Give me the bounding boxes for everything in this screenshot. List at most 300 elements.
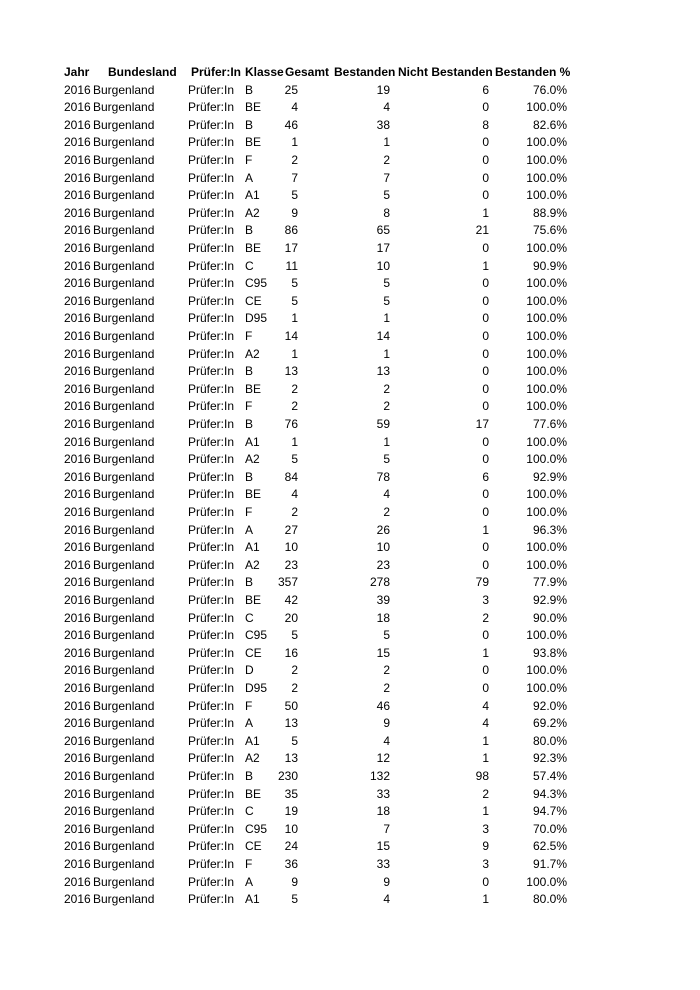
cell-bestanden[interactable]: 8 bbox=[383, 205, 390, 220]
cell-bundesland[interactable]: Burgenland bbox=[93, 592, 155, 607]
cell-bestanden-pct[interactable]: 75.6% bbox=[532, 223, 567, 238]
cell-bestanden[interactable]: 46 bbox=[376, 698, 390, 713]
cell-klasse[interactable]: BE bbox=[245, 240, 262, 255]
cell-gesamt[interactable]: 10 bbox=[284, 540, 298, 555]
cell-gesamt[interactable]: 5 bbox=[291, 733, 298, 748]
cell-nicht-bestanden[interactable]: 0 bbox=[482, 504, 489, 519]
cell-bestanden[interactable]: 17 bbox=[376, 240, 390, 255]
cell-klasse[interactable]: C bbox=[245, 258, 254, 273]
cell-bestanden-pct[interactable]: 100.0% bbox=[526, 311, 567, 326]
cell-bestanden-pct[interactable]: 100.0% bbox=[526, 504, 567, 519]
cell-klasse[interactable]: F bbox=[245, 504, 253, 519]
cell-jahr[interactable]: 2016 bbox=[64, 874, 91, 889]
cell-bestanden-pct[interactable]: 92.3% bbox=[532, 751, 567, 766]
cell-pruefer[interactable]: Prüfer:In bbox=[188, 170, 235, 185]
cell-bestanden-pct[interactable]: 100.0% bbox=[526, 680, 567, 695]
cell-bundesland[interactable]: Burgenland bbox=[93, 540, 155, 555]
cell-jahr[interactable]: 2016 bbox=[64, 135, 91, 150]
cell-bestanden-pct[interactable]: 80.0% bbox=[532, 733, 567, 748]
cell-klasse[interactable]: F bbox=[245, 328, 253, 343]
cell-pruefer[interactable]: Prüfer:In bbox=[188, 117, 235, 132]
cell-klasse[interactable]: BE bbox=[245, 100, 262, 115]
cell-gesamt[interactable]: 1 bbox=[291, 135, 298, 150]
cell-nicht-bestanden[interactable]: 0 bbox=[482, 152, 489, 167]
cell-pruefer[interactable]: Prüfer:In bbox=[188, 504, 235, 519]
cell-jahr[interactable]: 2016 bbox=[64, 610, 91, 625]
cell-klasse[interactable]: CE bbox=[245, 293, 262, 308]
cell-bundesland[interactable]: Burgenland bbox=[93, 205, 155, 220]
cell-bestanden-pct[interactable]: 100.0% bbox=[526, 170, 567, 185]
cell-nicht-bestanden[interactable]: 0 bbox=[482, 680, 489, 695]
cell-bestanden-pct[interactable]: 77.6% bbox=[532, 416, 567, 431]
cell-nicht-bestanden[interactable]: 0 bbox=[482, 293, 489, 308]
cell-bestanden[interactable]: 4 bbox=[383, 100, 390, 115]
cell-gesamt[interactable]: 5 bbox=[291, 892, 298, 907]
cell-bestanden[interactable]: 18 bbox=[376, 610, 390, 625]
cell-klasse[interactable]: D95 bbox=[245, 680, 268, 695]
cell-pruefer[interactable]: Prüfer:In bbox=[188, 188, 235, 203]
header-bundesland[interactable]: Bundesland bbox=[108, 65, 177, 79]
cell-bundesland[interactable]: Burgenland bbox=[93, 645, 155, 660]
cell-bundesland[interactable]: Burgenland bbox=[93, 469, 155, 484]
cell-bestanden-pct[interactable]: 80.0% bbox=[532, 892, 567, 907]
cell-bestanden[interactable]: 12 bbox=[376, 751, 390, 766]
cell-gesamt[interactable]: 50 bbox=[284, 698, 298, 713]
cell-bestanden-pct[interactable]: 100.0% bbox=[526, 276, 567, 291]
cell-nicht-bestanden[interactable]: 1 bbox=[482, 645, 489, 660]
cell-jahr[interactable]: 2016 bbox=[64, 751, 91, 766]
cell-klasse[interactable]: BE bbox=[245, 135, 262, 150]
cell-bestanden[interactable]: 2 bbox=[383, 680, 390, 695]
cell-bundesland[interactable]: Burgenland bbox=[93, 804, 155, 819]
cell-jahr[interactable]: 2016 bbox=[64, 399, 91, 414]
cell-bestanden[interactable]: 78 bbox=[376, 469, 390, 484]
cell-bestanden[interactable]: 4 bbox=[383, 892, 390, 907]
cell-pruefer[interactable]: Prüfer:In bbox=[188, 487, 235, 502]
cell-bestanden[interactable]: 5 bbox=[383, 276, 390, 291]
cell-jahr[interactable]: 2016 bbox=[64, 293, 91, 308]
cell-klasse[interactable]: B bbox=[245, 469, 254, 484]
cell-bestanden-pct[interactable]: 100.0% bbox=[526, 135, 567, 150]
cell-klasse[interactable]: C95 bbox=[245, 821, 268, 836]
cell-bundesland[interactable]: Burgenland bbox=[93, 487, 155, 502]
cell-klasse[interactable]: B bbox=[245, 117, 254, 132]
cell-bestanden[interactable]: 38 bbox=[376, 117, 390, 132]
cell-nicht-bestanden[interactable]: 1 bbox=[482, 205, 489, 220]
cell-bestanden[interactable]: 5 bbox=[383, 293, 390, 308]
cell-pruefer[interactable]: Prüfer:In bbox=[188, 733, 235, 748]
cell-jahr[interactable]: 2016 bbox=[64, 240, 91, 255]
cell-nicht-bestanden[interactable]: 0 bbox=[482, 381, 489, 396]
cell-bestanden-pct[interactable]: 88.9% bbox=[532, 205, 567, 220]
cell-jahr[interactable]: 2016 bbox=[64, 364, 91, 379]
cell-gesamt[interactable]: 16 bbox=[284, 645, 298, 660]
cell-pruefer[interactable]: Prüfer:In bbox=[188, 751, 235, 766]
cell-klasse[interactable]: F bbox=[245, 152, 253, 167]
cell-nicht-bestanden[interactable]: 0 bbox=[482, 399, 489, 414]
cell-pruefer[interactable]: Prüfer:In bbox=[188, 452, 235, 467]
cell-bestanden-pct[interactable]: 100.0% bbox=[526, 188, 567, 203]
cell-klasse[interactable]: F bbox=[245, 856, 253, 871]
cell-bestanden[interactable]: 9 bbox=[383, 716, 390, 731]
cell-jahr[interactable]: 2016 bbox=[64, 346, 91, 361]
cell-gesamt[interactable]: 9 bbox=[291, 874, 298, 889]
cell-jahr[interactable]: 2016 bbox=[64, 276, 91, 291]
cell-klasse[interactable]: BE bbox=[245, 381, 262, 396]
cell-bestanden[interactable]: 1 bbox=[383, 311, 390, 326]
cell-gesamt[interactable]: 5 bbox=[291, 276, 298, 291]
cell-bestanden-pct[interactable]: 100.0% bbox=[526, 328, 567, 343]
cell-nicht-bestanden[interactable]: 1 bbox=[482, 733, 489, 748]
cell-gesamt[interactable]: 27 bbox=[284, 522, 298, 537]
cell-bestanden[interactable]: 10 bbox=[376, 258, 390, 273]
cell-nicht-bestanden[interactable]: 2 bbox=[482, 610, 489, 625]
cell-nicht-bestanden[interactable]: 0 bbox=[482, 663, 489, 678]
cell-klasse[interactable]: B bbox=[245, 82, 254, 97]
cell-pruefer[interactable]: Prüfer:In bbox=[188, 610, 235, 625]
cell-bestanden-pct[interactable]: 100.0% bbox=[526, 628, 567, 643]
cell-bundesland[interactable]: Burgenland bbox=[93, 733, 155, 748]
cell-bestanden[interactable]: 2 bbox=[383, 152, 390, 167]
cell-klasse[interactable]: A1 bbox=[245, 540, 260, 555]
cell-klasse[interactable]: BE bbox=[245, 592, 262, 607]
cell-bestanden-pct[interactable]: 77.9% bbox=[532, 575, 567, 590]
cell-bestanden-pct[interactable]: 82.6% bbox=[532, 117, 567, 132]
cell-nicht-bestanden[interactable]: 1 bbox=[482, 522, 489, 537]
cell-bundesland[interactable]: Burgenland bbox=[93, 100, 155, 115]
cell-bundesland[interactable]: Burgenland bbox=[93, 240, 155, 255]
cell-klasse[interactable]: D95 bbox=[245, 311, 268, 326]
cell-pruefer[interactable]: Prüfer:In bbox=[188, 82, 235, 97]
cell-bestanden-pct[interactable]: 96.3% bbox=[532, 522, 567, 537]
cell-bundesland[interactable]: Burgenland bbox=[93, 610, 155, 625]
cell-pruefer[interactable]: Prüfer:In bbox=[188, 416, 235, 431]
cell-bestanden[interactable]: 15 bbox=[376, 645, 390, 660]
cell-gesamt[interactable]: 7 bbox=[291, 170, 298, 185]
cell-jahr[interactable]: 2016 bbox=[64, 311, 91, 326]
cell-nicht-bestanden[interactable]: 6 bbox=[482, 82, 489, 97]
cell-pruefer[interactable]: Prüfer:In bbox=[188, 645, 235, 660]
cell-jahr[interactable]: 2016 bbox=[64, 839, 91, 854]
cell-pruefer[interactable]: Prüfer:In bbox=[188, 786, 235, 801]
cell-bundesland[interactable]: Burgenland bbox=[93, 434, 155, 449]
cell-bestanden-pct[interactable]: 100.0% bbox=[526, 152, 567, 167]
cell-bestanden-pct[interactable]: 94.7% bbox=[532, 804, 567, 819]
cell-gesamt[interactable]: 10 bbox=[284, 821, 298, 836]
cell-jahr[interactable]: 2016 bbox=[64, 557, 91, 572]
cell-jahr[interactable]: 2016 bbox=[64, 258, 91, 273]
cell-bestanden-pct[interactable]: 57.4% bbox=[532, 768, 567, 783]
cell-nicht-bestanden[interactable]: 0 bbox=[482, 628, 489, 643]
cell-gesamt[interactable]: 1 bbox=[291, 434, 298, 449]
cell-klasse[interactable]: B bbox=[245, 364, 254, 379]
cell-bestanden[interactable]: 15 bbox=[376, 839, 390, 854]
cell-jahr[interactable]: 2016 bbox=[64, 856, 91, 871]
cell-pruefer[interactable]: Prüfer:In bbox=[188, 293, 235, 308]
cell-bestanden-pct[interactable]: 91.7% bbox=[532, 856, 567, 871]
cell-bestanden[interactable]: 2 bbox=[383, 381, 390, 396]
cell-bundesland[interactable]: Burgenland bbox=[93, 856, 155, 871]
cell-bestanden[interactable]: 7 bbox=[383, 821, 390, 836]
cell-pruefer[interactable]: Prüfer:In bbox=[188, 240, 235, 255]
cell-nicht-bestanden[interactable]: 17 bbox=[475, 416, 489, 431]
cell-klasse[interactable]: A bbox=[245, 716, 254, 731]
cell-nicht-bestanden[interactable]: 6 bbox=[482, 469, 489, 484]
cell-pruefer[interactable]: Prüfer:In bbox=[188, 223, 235, 238]
cell-gesamt[interactable]: 2 bbox=[291, 399, 298, 414]
cell-jahr[interactable]: 2016 bbox=[64, 821, 91, 836]
cell-gesamt[interactable]: 4 bbox=[291, 487, 298, 502]
cell-bundesland[interactable]: Burgenland bbox=[93, 364, 155, 379]
cell-klasse[interactable]: C95 bbox=[245, 628, 268, 643]
cell-klasse[interactable]: A2 bbox=[245, 205, 260, 220]
cell-gesamt[interactable]: 5 bbox=[291, 452, 298, 467]
cell-nicht-bestanden[interactable]: 21 bbox=[475, 223, 489, 238]
cell-klasse[interactable]: B bbox=[245, 768, 254, 783]
cell-nicht-bestanden[interactable]: 8 bbox=[482, 117, 489, 132]
cell-bundesland[interactable]: Burgenland bbox=[93, 557, 155, 572]
cell-bestanden[interactable]: 1 bbox=[383, 346, 390, 361]
cell-bestanden[interactable]: 9 bbox=[383, 874, 390, 889]
cell-bundesland[interactable]: Burgenland bbox=[93, 575, 155, 590]
cell-jahr[interactable]: 2016 bbox=[64, 381, 91, 396]
cell-pruefer[interactable]: Prüfer:In bbox=[188, 628, 235, 643]
cell-bestanden-pct[interactable]: 76.0% bbox=[532, 82, 567, 97]
cell-nicht-bestanden[interactable]: 0 bbox=[482, 170, 489, 185]
cell-bestanden[interactable]: 1 bbox=[383, 135, 390, 150]
cell-jahr[interactable]: 2016 bbox=[64, 645, 91, 660]
cell-bundesland[interactable]: Burgenland bbox=[93, 399, 155, 414]
cell-nicht-bestanden[interactable]: 1 bbox=[482, 258, 489, 273]
cell-bundesland[interactable]: Burgenland bbox=[93, 223, 155, 238]
cell-bundesland[interactable]: Burgenland bbox=[93, 117, 155, 132]
cell-jahr[interactable]: 2016 bbox=[64, 716, 91, 731]
cell-bestanden-pct[interactable]: 100.0% bbox=[526, 874, 567, 889]
cell-klasse[interactable]: C bbox=[245, 610, 254, 625]
cell-bestanden[interactable]: 1 bbox=[383, 434, 390, 449]
cell-bundesland[interactable]: Burgenland bbox=[93, 135, 155, 150]
cell-bestanden-pct[interactable]: 100.0% bbox=[526, 100, 567, 115]
cell-bestanden-pct[interactable]: 100.0% bbox=[526, 381, 567, 396]
cell-pruefer[interactable]: Prüfer:In bbox=[188, 522, 235, 537]
cell-bestanden[interactable]: 2 bbox=[383, 399, 390, 414]
cell-bestanden[interactable]: 39 bbox=[376, 592, 390, 607]
cell-pruefer[interactable]: Prüfer:In bbox=[188, 205, 235, 220]
cell-nicht-bestanden[interactable]: 0 bbox=[482, 874, 489, 889]
cell-klasse[interactable]: A2 bbox=[245, 346, 260, 361]
cell-nicht-bestanden[interactable]: 0 bbox=[482, 311, 489, 326]
cell-pruefer[interactable]: Prüfer:In bbox=[188, 874, 235, 889]
cell-gesamt[interactable]: 36 bbox=[284, 856, 298, 871]
cell-bundesland[interactable]: Burgenland bbox=[93, 751, 155, 766]
cell-jahr[interactable]: 2016 bbox=[64, 592, 91, 607]
cell-bundesland[interactable]: Burgenland bbox=[93, 892, 155, 907]
cell-klasse[interactable]: A2 bbox=[245, 557, 260, 572]
cell-pruefer[interactable]: Prüfer:In bbox=[188, 364, 235, 379]
cell-bestanden[interactable]: 33 bbox=[376, 856, 390, 871]
cell-gesamt[interactable]: 5 bbox=[291, 188, 298, 203]
cell-bestanden-pct[interactable]: 92.9% bbox=[532, 592, 567, 607]
cell-nicht-bestanden[interactable]: 0 bbox=[482, 434, 489, 449]
cell-bundesland[interactable]: Burgenland bbox=[93, 276, 155, 291]
header-pruefer[interactable]: Prüfer:In bbox=[191, 65, 242, 79]
cell-bestanden[interactable]: 5 bbox=[383, 628, 390, 643]
cell-bestanden-pct[interactable]: 70.0% bbox=[532, 821, 567, 836]
cell-nicht-bestanden[interactable]: 0 bbox=[482, 188, 489, 203]
cell-bundesland[interactable]: Burgenland bbox=[93, 258, 155, 273]
cell-bestanden-pct[interactable]: 100.0% bbox=[526, 434, 567, 449]
cell-klasse[interactable]: B bbox=[245, 223, 254, 238]
cell-bestanden[interactable]: 26 bbox=[376, 522, 390, 537]
cell-gesamt[interactable]: 23 bbox=[284, 557, 298, 572]
cell-klasse[interactable]: CE bbox=[245, 839, 262, 854]
cell-pruefer[interactable]: Prüfer:In bbox=[188, 381, 235, 396]
cell-nicht-bestanden[interactable]: 3 bbox=[482, 856, 489, 871]
cell-pruefer[interactable]: Prüfer:In bbox=[188, 698, 235, 713]
cell-bundesland[interactable]: Burgenland bbox=[93, 452, 155, 467]
header-bestanden-pct[interactable]: Bestanden % bbox=[495, 65, 571, 79]
cell-bestanden-pct[interactable]: 90.0% bbox=[532, 610, 567, 625]
cell-bestanden-pct[interactable]: 92.0% bbox=[532, 698, 567, 713]
cell-bestanden-pct[interactable]: 93.8% bbox=[532, 645, 567, 660]
cell-jahr[interactable]: 2016 bbox=[64, 892, 91, 907]
cell-gesamt[interactable]: 2 bbox=[291, 663, 298, 678]
cell-klasse[interactable]: A2 bbox=[245, 751, 260, 766]
cell-gesamt[interactable]: 13 bbox=[284, 364, 298, 379]
cell-nicht-bestanden[interactable]: 3 bbox=[482, 592, 489, 607]
cell-bestanden[interactable]: 2 bbox=[383, 504, 390, 519]
cell-bundesland[interactable]: Burgenland bbox=[93, 328, 155, 343]
cell-gesamt[interactable]: 9 bbox=[291, 205, 298, 220]
cell-bestanden[interactable]: 4 bbox=[383, 733, 390, 748]
cell-bundesland[interactable]: Burgenland bbox=[93, 381, 155, 396]
cell-bestanden-pct[interactable]: 100.0% bbox=[526, 346, 567, 361]
cell-pruefer[interactable]: Prüfer:In bbox=[188, 821, 235, 836]
cell-gesamt[interactable]: 19 bbox=[284, 804, 298, 819]
cell-jahr[interactable]: 2016 bbox=[64, 786, 91, 801]
cell-nicht-bestanden[interactable]: 0 bbox=[482, 328, 489, 343]
cell-bestanden[interactable]: 7 bbox=[383, 170, 390, 185]
cell-klasse[interactable]: A bbox=[245, 874, 254, 889]
cell-klasse[interactable]: A2 bbox=[245, 452, 260, 467]
cell-klasse[interactable]: C95 bbox=[245, 276, 268, 291]
cell-bestanden-pct[interactable]: 90.9% bbox=[532, 258, 567, 273]
cell-bundesland[interactable]: Burgenland bbox=[93, 152, 155, 167]
cell-nicht-bestanden[interactable]: 79 bbox=[475, 575, 489, 590]
cell-bestanden-pct[interactable]: 69.2% bbox=[532, 716, 567, 731]
header-gesamt[interactable]: Gesamt bbox=[285, 65, 330, 79]
cell-bundesland[interactable]: Burgenland bbox=[93, 663, 155, 678]
cell-pruefer[interactable]: Prüfer:In bbox=[188, 276, 235, 291]
cell-pruefer[interactable]: Prüfer:In bbox=[188, 680, 235, 695]
cell-bestanden-pct[interactable]: 100.0% bbox=[526, 364, 567, 379]
cell-jahr[interactable]: 2016 bbox=[64, 452, 91, 467]
cell-bestanden-pct[interactable]: 100.0% bbox=[526, 487, 567, 502]
cell-nicht-bestanden[interactable]: 1 bbox=[482, 804, 489, 819]
cell-pruefer[interactable]: Prüfer:In bbox=[188, 100, 235, 115]
cell-pruefer[interactable]: Prüfer:In bbox=[188, 892, 235, 907]
cell-nicht-bestanden[interactable]: 0 bbox=[482, 100, 489, 115]
cell-klasse[interactable]: A1 bbox=[245, 892, 260, 907]
cell-nicht-bestanden[interactable]: 1 bbox=[482, 892, 489, 907]
cell-bestanden-pct[interactable]: 100.0% bbox=[526, 399, 567, 414]
cell-jahr[interactable]: 2016 bbox=[64, 804, 91, 819]
cell-gesamt[interactable]: 11 bbox=[285, 258, 298, 273]
cell-bestanden[interactable]: 10 bbox=[376, 540, 390, 555]
cell-jahr[interactable]: 2016 bbox=[64, 540, 91, 555]
cell-bestanden-pct[interactable]: 62.5% bbox=[532, 839, 567, 854]
cell-jahr[interactable]: 2016 bbox=[64, 188, 91, 203]
cell-pruefer[interactable]: Prüfer:In bbox=[188, 839, 235, 854]
cell-gesamt[interactable]: 17 bbox=[284, 240, 298, 255]
cell-bestanden[interactable]: 19 bbox=[376, 82, 390, 97]
cell-pruefer[interactable]: Prüfer:In bbox=[188, 557, 235, 572]
cell-klasse[interactable]: B bbox=[245, 575, 254, 590]
cell-bundesland[interactable]: Burgenland bbox=[93, 698, 155, 713]
cell-bestanden-pct[interactable]: 100.0% bbox=[526, 293, 567, 308]
cell-pruefer[interactable]: Prüfer:In bbox=[188, 311, 235, 326]
cell-klasse[interactable]: A bbox=[245, 170, 254, 185]
cell-jahr[interactable]: 2016 bbox=[64, 82, 91, 97]
cell-jahr[interactable]: 2016 bbox=[64, 469, 91, 484]
cell-pruefer[interactable]: Prüfer:In bbox=[188, 575, 235, 590]
cell-bestanden[interactable]: 59 bbox=[376, 416, 390, 431]
cell-gesamt[interactable]: 35 bbox=[284, 786, 298, 801]
cell-jahr[interactable]: 2016 bbox=[64, 663, 91, 678]
cell-bundesland[interactable]: Burgenland bbox=[93, 716, 155, 731]
cell-jahr[interactable]: 2016 bbox=[64, 575, 91, 590]
cell-gesamt[interactable]: 25 bbox=[284, 82, 298, 97]
cell-pruefer[interactable]: Prüfer:In bbox=[188, 434, 235, 449]
cell-bestanden-pct[interactable]: 100.0% bbox=[526, 240, 567, 255]
cell-klasse[interactable]: B bbox=[245, 416, 254, 431]
cell-gesamt[interactable]: 13 bbox=[284, 751, 298, 766]
cell-nicht-bestanden[interactable]: 0 bbox=[482, 540, 489, 555]
cell-klasse[interactable]: CE bbox=[245, 645, 262, 660]
cell-bestanden-pct[interactable]: 100.0% bbox=[526, 663, 567, 678]
cell-gesamt[interactable]: 4 bbox=[291, 100, 298, 115]
cell-jahr[interactable]: 2016 bbox=[64, 522, 91, 537]
cell-jahr[interactable]: 2016 bbox=[64, 487, 91, 502]
cell-jahr[interactable]: 2016 bbox=[64, 416, 91, 431]
cell-nicht-bestanden[interactable]: 0 bbox=[482, 346, 489, 361]
cell-nicht-bestanden[interactable]: 0 bbox=[482, 364, 489, 379]
cell-klasse[interactable]: F bbox=[245, 698, 253, 713]
cell-nicht-bestanden[interactable]: 2 bbox=[482, 786, 489, 801]
cell-bundesland[interactable]: Burgenland bbox=[93, 522, 155, 537]
cell-bundesland[interactable]: Burgenland bbox=[93, 188, 155, 203]
cell-jahr[interactable]: 2016 bbox=[64, 328, 91, 343]
cell-nicht-bestanden[interactable]: 0 bbox=[482, 487, 489, 502]
header-klasse[interactable]: Klasse bbox=[245, 65, 284, 79]
cell-pruefer[interactable]: Prüfer:In bbox=[188, 258, 235, 273]
cell-klasse[interactable]: A1 bbox=[245, 188, 260, 203]
cell-gesamt[interactable]: 1 bbox=[291, 346, 298, 361]
cell-pruefer[interactable]: Prüfer:In bbox=[188, 346, 235, 361]
cell-klasse[interactable]: BE bbox=[245, 786, 262, 801]
cell-bundesland[interactable]: Burgenland bbox=[93, 504, 155, 519]
cell-pruefer[interactable]: Prüfer:In bbox=[188, 399, 235, 414]
cell-klasse[interactable]: BE bbox=[245, 487, 262, 502]
cell-gesamt[interactable]: 5 bbox=[291, 293, 298, 308]
cell-jahr[interactable]: 2016 bbox=[64, 698, 91, 713]
cell-gesamt[interactable]: 13 bbox=[284, 716, 298, 731]
cell-bundesland[interactable]: Burgenland bbox=[93, 874, 155, 889]
cell-jahr[interactable]: 2016 bbox=[64, 117, 91, 132]
cell-nicht-bestanden[interactable]: 0 bbox=[482, 135, 489, 150]
cell-jahr[interactable]: 2016 bbox=[64, 768, 91, 783]
cell-gesamt[interactable]: 5 bbox=[291, 628, 298, 643]
